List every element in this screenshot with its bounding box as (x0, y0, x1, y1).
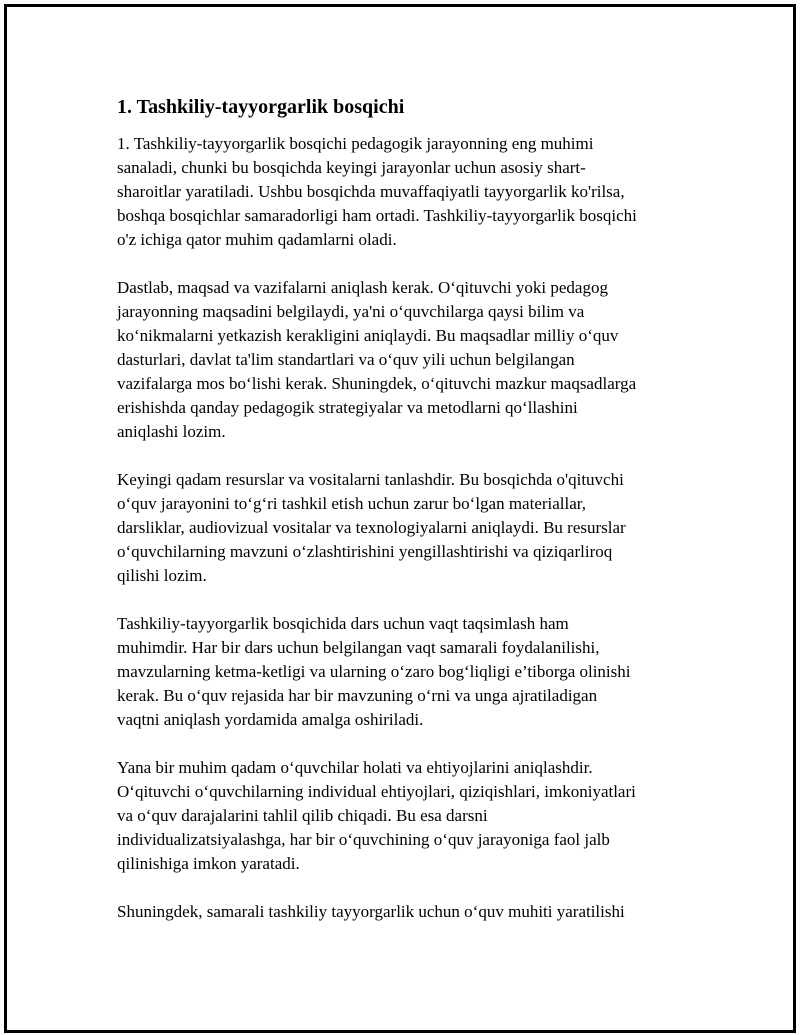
text-line: vazifalarga mos bo‘lishi kerak. Shuningdek, o‘qituvchi mazkur maqsadlarga (117, 374, 637, 393)
text-line: o'z ichiga qator muhim qadamlarni oladi. (117, 230, 397, 249)
paragraph-student-needs (117, 756, 687, 876)
text-line: aniqlashi lozim. (117, 422, 226, 441)
text-line: qilinishiga imkon yaratadi. (117, 854, 300, 873)
text-line: 1. Tashkiliy-tayyorgarlik bosqichi pedagogik jarayonning eng muhimi (117, 134, 594, 153)
text-line: sanaladi, chunki bu bosqichda keyingi jarayonlar uchun asosiy shart- (117, 158, 586, 177)
text-line: Keyingi qadam resurslar va vositalarni tanlashdir. Bu bosqichda o'qituvchi (117, 470, 624, 489)
text-line: Shuningdek, samarali tashkiliy tayyorgarlik uchun o‘quv muhiti yaratilishi (117, 902, 625, 921)
text-line: Dastlab, maqsad va vazifalarni aniqlash kerak. O‘qituvchi yoki pedagog (117, 278, 608, 297)
paragraph-time-allocation (117, 612, 687, 732)
text-line: darsliklar, audiovizual vositalar va texnologiyalarni aniqlaydi. Bu resurslar (117, 518, 626, 537)
text-line: o‘quvchilarning mavzuni o‘zlashtirishini yengillashtirishi va qiziqarliroq (117, 542, 613, 561)
text-line: Tashkiliy-tayyorgarlik bosqichida dars uchun vaqt taqsimlash ham (117, 614, 569, 633)
section-heading: 1. Tashkiliy-tayyorgarlik bosqichi (117, 96, 405, 118)
text-line: va o‘quv darajalarini tahlil qilib chiqadi. Bu esa darsni (117, 806, 488, 825)
paragraph-goals (117, 276, 687, 444)
document-body (117, 94, 687, 948)
paragraph-intro (117, 132, 687, 252)
text-line: boshqa bosqichlar samaradorligi ham ortadi. Tashkiliy-tayyorgarlik bosqichi (117, 206, 637, 225)
text-line: individualizatsiyalashga, har bir o‘quvchining o‘quv jarayoniga faol jalb (117, 830, 610, 849)
paragraph-resources (117, 468, 687, 588)
text-line: Yana bir muhim qadam o‘quvchilar holati va ehtiyojlarini aniqlashdir. (117, 758, 593, 777)
text-line: o‘quv jarayonini to‘g‘ri tashkil etish uchun zarur bo‘lgan materiallar, (117, 494, 587, 513)
text-line: ko‘nikmalarni yetkazish kerakligini aniqlaydi. Bu maqsadlar milliy o‘quv (117, 326, 619, 345)
text-line: mavzularning ketma-ketligi va ularning o‘zaro bog‘liqligi e’tiborga olinishi (117, 662, 631, 681)
text-line: sharoitlar yaratiladi. Ushbu bosqichda muvaffaqiyatli tayyorgarlik ko'rilsa, (117, 182, 625, 201)
text-line: erishishda qanday pedagogik strategiyalar va metodlarni qo‘llashini (117, 398, 578, 417)
text-line: O‘qituvchi o‘quvchilarning individual ehtiyojlari, qiziqishlari, imkoniyatlari (117, 782, 636, 801)
text-line: vaqtni aniqlash yordamida amalga oshiriladi. (117, 710, 424, 729)
text-line: kerak. Bu o‘quv rejasida har bir mavzuning o‘rni va unga ajratiladigan (117, 686, 598, 705)
text-line: jarayonning maqsadini belgilaydi, ya'ni o‘quvchilarga qaysi bilim va (117, 302, 585, 321)
text-line: qilishi lozim. (117, 566, 207, 585)
paragraph-environment (117, 900, 687, 924)
text-line: dasturlari, davlat ta'lim standartlari va o‘quv yili uchun belgilangan (117, 350, 575, 369)
text-line: muhimdir. Har bir dars uchun belgilangan vaqt samarali foydalanilishi, (117, 638, 600, 657)
